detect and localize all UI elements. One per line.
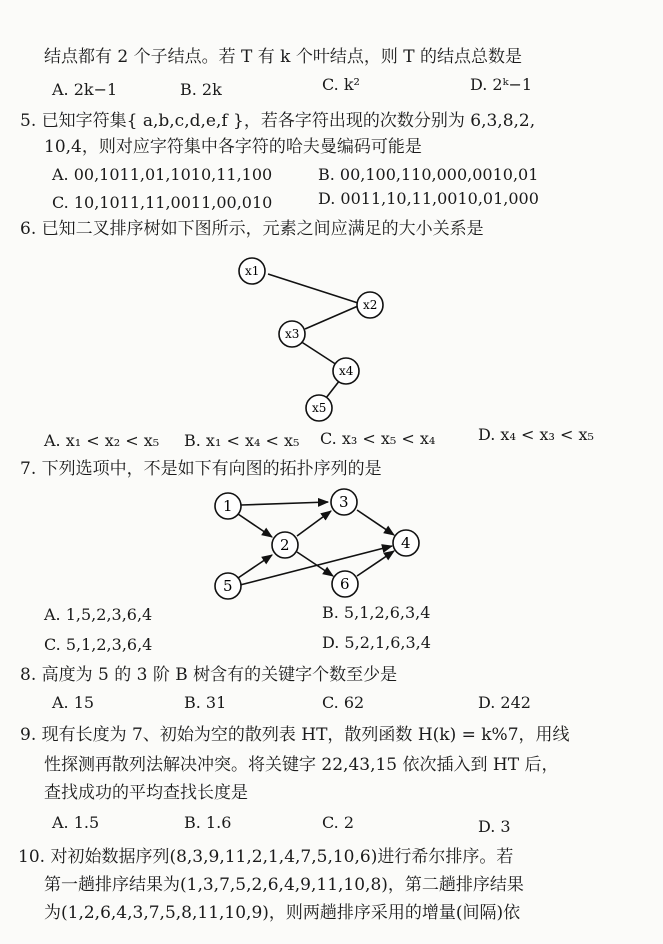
- q7-option-a: A. 1,5,2,3,6,4: [44, 605, 153, 624]
- q9-stem-line2: 性探测再散列法解决冲突。将关键字 22,43,15 依次插入到 HT 后，: [44, 755, 559, 775]
- q6-stem: 6. 已知二叉排序树如下图所示，元素之间应满足的大小关系是: [20, 219, 484, 239]
- q4-stem-continuation: 结点都有 2 个子结点。若 T 有 k 个叶结点，则 T 的结点总数是: [44, 47, 523, 67]
- q5-stem-line1: 5. 已知字符集{ a,b,c,d,e,f }，若各字符出现的次数分别为 6,3,8,2,: [20, 111, 536, 131]
- graph-edge-1-3: [241, 502, 328, 505]
- graph-edge-5-4: [240, 546, 392, 585]
- q7-option-c: C. 5,1,2,3,6,4: [44, 635, 153, 654]
- graph-node-5: [215, 573, 241, 599]
- q8-option-c: C. 62: [322, 693, 365, 712]
- graph-edge-2-3: [297, 511, 331, 536]
- tree-node-x4-label: x4: [339, 364, 354, 378]
- q5-stem-line2: 10,4，则对应字符集中各字符的哈夫曼编码可能是: [44, 137, 422, 157]
- q6-option-d: D. x₄ < x₃ < x₅: [478, 425, 594, 444]
- q7-option-b: B. 5,1,2,6,3,4: [322, 603, 431, 622]
- q8-option-b: B. 31: [184, 693, 227, 712]
- graph-node-4: [393, 530, 419, 556]
- q8-option-d: D. 242: [478, 693, 531, 712]
- q4-option-d: D. 2ᵏ−1: [470, 75, 533, 94]
- graph-node-2-label: 2: [280, 536, 290, 554]
- q7-stem: 7. 下列选项中，不是如下有向图的拓扑序列的是: [20, 459, 382, 479]
- tree-node-x3-label: x3: [285, 327, 300, 341]
- q7-option-d: D. 5,2,1,6,3,4: [322, 633, 431, 652]
- graph-node-4-label: 4: [401, 534, 411, 552]
- q6-option-c: C. x₃ < x₅ < x₄: [320, 429, 436, 448]
- q10-stem-line3: 为(1,2,6,4,3,7,5,8,11,10,9)，则两趟排序采用的增量(间隔)依: [44, 903, 521, 923]
- q5-option-c: C. 10,1011,11,0011,00,010: [52, 193, 273, 212]
- graph-node-3: [331, 489, 357, 515]
- tree-node-x2-label: x2: [363, 298, 378, 312]
- q4-option-a: A. 2k−1: [52, 80, 118, 99]
- graph-node-1-label: 1: [223, 497, 233, 515]
- q8-option-a: A. 15: [52, 693, 95, 712]
- graph-edge-6-4: [357, 551, 394, 576]
- graph-node-5-label: 5: [223, 577, 233, 595]
- q9-stem-line1: 9. 现有长度为 7、初始为空的散列表 HT，散列函数 H(k) = k%7，用线: [20, 725, 570, 745]
- q8-stem: 8. 高度为 5 的 3 阶 B 树含有的关键字个数至少是: [20, 665, 398, 685]
- graph-node-2: [272, 532, 298, 558]
- graph-edge-2-6: [297, 552, 333, 576]
- q6-option-a: A. x₁ < x₂ < x₅: [44, 431, 160, 450]
- graph-node-1: [215, 493, 241, 519]
- graph-edge-3-4: [357, 510, 394, 535]
- q6-option-b: B. x₁ < x₄ < x₅: [184, 431, 300, 450]
- q4-option-c: C. k²: [322, 75, 360, 94]
- graph-node-6-label: 6: [340, 575, 350, 593]
- q5-option-a: A. 00,1011,01,1010,11,100: [52, 165, 273, 184]
- graph-edge-5-2: [238, 555, 272, 578]
- q9-stem-line3: 查找成功的平均查找长度是: [44, 783, 248, 803]
- q9-option-c: C. 2: [322, 813, 355, 832]
- graph-node-3-label: 3: [339, 493, 349, 511]
- graph-edge-1-2: [238, 514, 272, 537]
- tree-node-x5-label: x5: [312, 401, 327, 415]
- q5-option-d: D. 0011,10,11,0010,01,000: [318, 189, 539, 208]
- q9-option-b: B. 1.6: [184, 813, 232, 832]
- q5-option-b: B. 00,100,110,000,0010,01: [318, 165, 539, 184]
- q10-stem-line1: 10. 对初始数据序列(8,3,9,11,2,1,4,7,5,10,6)进行希尔排序。若: [18, 847, 514, 867]
- q9-option-d: D. 3: [478, 817, 511, 836]
- tree-node-x1-label: x1: [245, 264, 260, 278]
- q4-option-b: B. 2k: [180, 80, 222, 99]
- q9-option-a: A. 1.5: [52, 813, 100, 832]
- graph-node-6: [332, 571, 358, 597]
- q10-stem-line2: 第一趟排序结果为(1,3,7,5,2,6,4,9,11,10,8)，第二趟排序结果: [44, 875, 524, 895]
